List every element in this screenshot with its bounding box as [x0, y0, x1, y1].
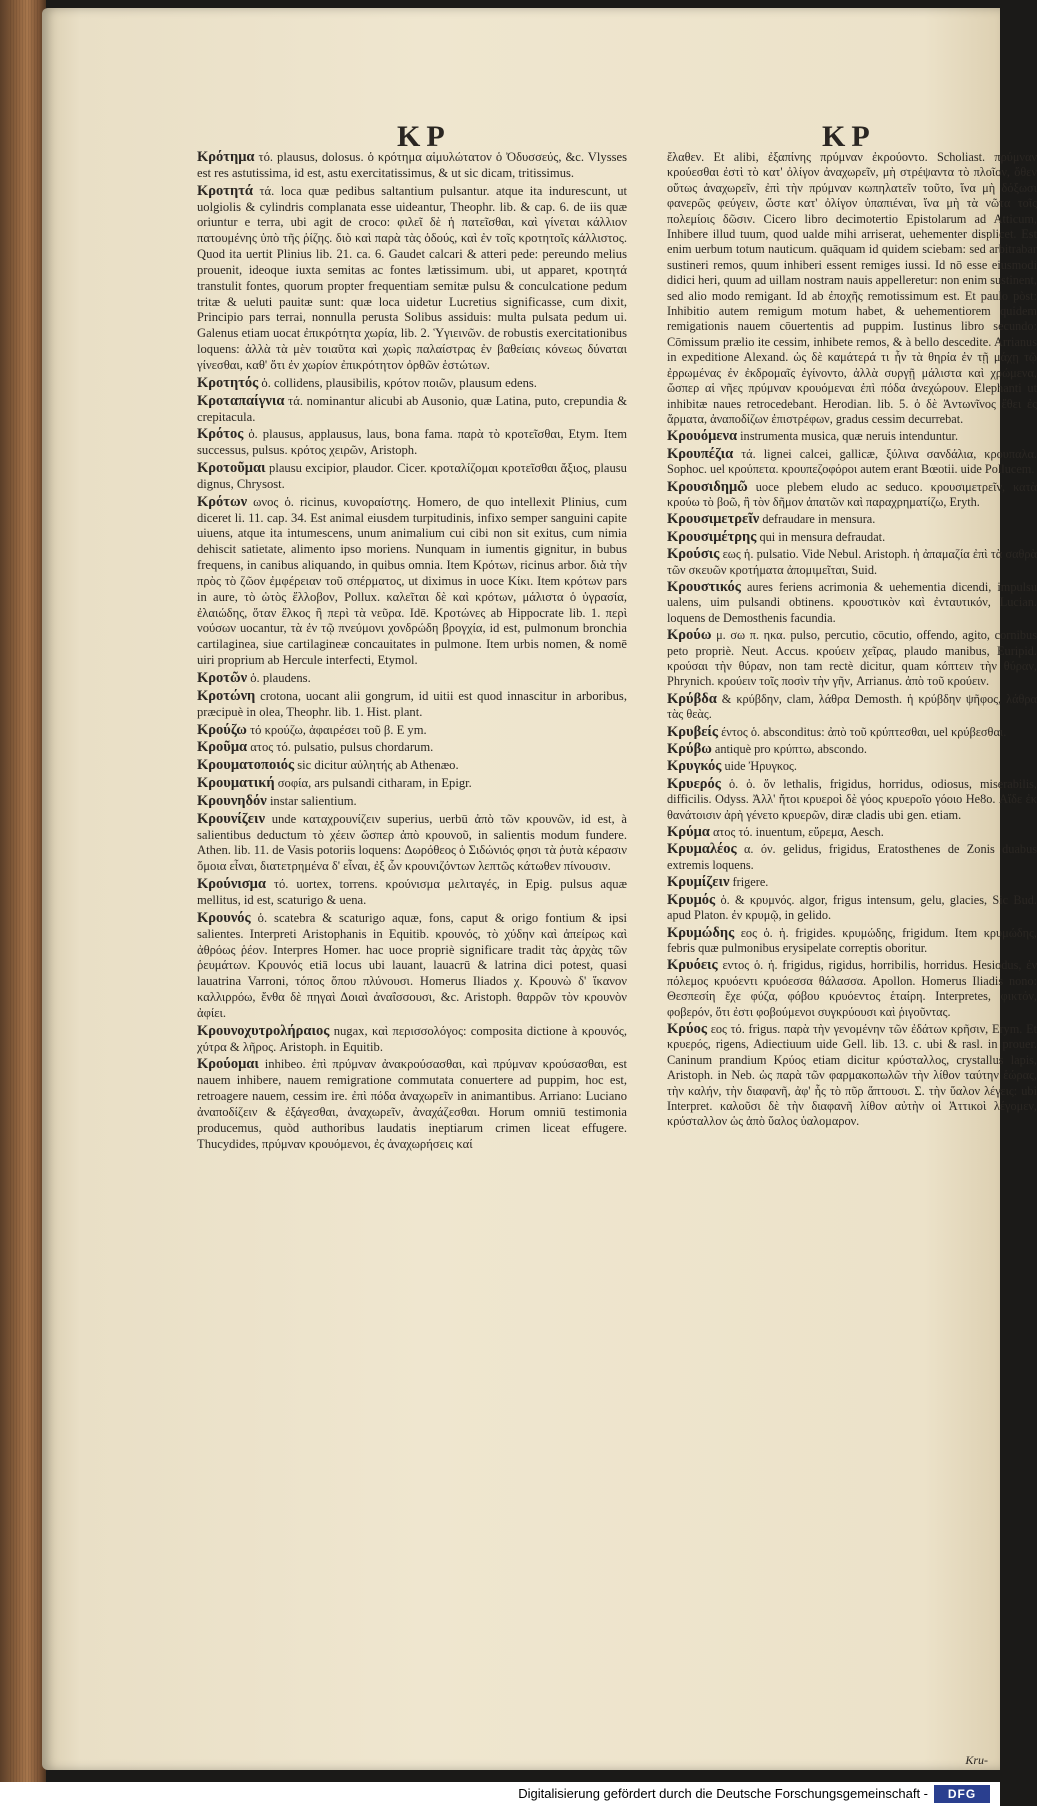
- dictionary-entry: [197, 184, 627, 374]
- dictionary-entry: [667, 875, 1037, 890]
- running-head-right: ΚΡ: [822, 120, 876, 153]
- dictionary-entry: [197, 394, 627, 426]
- dictionary-entry: [667, 742, 1037, 757]
- entry-lemma: Κρούομαι: [197, 1056, 259, 1073]
- dictionary-entry: [197, 723, 627, 739]
- entry-lemma: Κρότος: [197, 426, 244, 443]
- entry-lemma: Κρυβείς: [667, 723, 719, 740]
- dictionary-entry: [667, 958, 1037, 1020]
- entry-text: τά. nominantur alicubi ab Ausonio, quæ Latina, puto, crepundia & crepitacula.: [197, 393, 627, 424]
- dictionary-entry: [667, 530, 1037, 545]
- entry-text: sic dicitur αὐλητής ab Athenæo.: [297, 758, 459, 773]
- entry-lemma: Κροτητά: [197, 182, 253, 199]
- entry-lemma: Κρυερός: [667, 775, 721, 792]
- dictionary-entry: [667, 777, 1037, 823]
- entry-text: instar salientium.: [269, 793, 357, 808]
- entry-lemma: Κρυμαλέος: [667, 841, 737, 858]
- dictionary-entry: [667, 926, 1037, 957]
- entry-lemma: Κρυμός: [667, 891, 716, 908]
- entry-text: crotona, uocant alii gongrum, id uitii est quod innascitur in arboribus, præcipuè in olea, Theophr. lib. 1. Hist. plant.: [197, 688, 627, 719]
- funding-credit: Digitalisierung gefördert durch die Deutsche Forschungsgemeinschaft -: [518, 1786, 928, 1801]
- dictionary-entry: [667, 447, 1037, 478]
- dictionary-entry-continued: [667, 150, 1037, 427]
- entry-lemma: Κρούσις: [667, 546, 720, 563]
- dictionary-entry: [197, 877, 627, 909]
- entry-lemma: Κρουπέζια: [667, 445, 734, 462]
- entry-lemma: Κρουνηδόν: [197, 792, 267, 809]
- entry-text: ὁ. & κρυμνός. algor, frigus intensum, gelu, glacies, Sic Bud. apud Platon. ἐν κρυμῷ, in gelido.: [667, 892, 1037, 923]
- entry-text: inhibeo. ἐπὶ πρύμναν ἀνακρούσασθαι, καὶ πρύμναν κρούσασθαι, est nauem inhibere, nauem remigratione commutata conuertere ad puppim, hoc est, retroagere nauem, cessim ire. ἐπὶ πόδα ἀναχωρεῖν in animantibus. Arriano: Luciano ἀναποδίζειν & ἐξάγεσθαι, ἀναχωρεῖν, ἀναχάζεσθαι. Horum omniū testimonia producemus, quòd authoribus laudatis ineptiarum crimen liceat effugere. Thucydides, πρύμναν κρουόμενοι, ἐς ἀναχωρήσεις καί: [197, 1057, 627, 1151]
- entry-lemma: Κρύβω: [667, 741, 712, 758]
- entry-lemma: Κρότημα: [197, 149, 255, 165]
- dictionary-entry: [197, 689, 627, 721]
- running-head-left: ΚΡ: [397, 120, 451, 153]
- entry-lemma: Κρουνίζειν: [197, 810, 265, 827]
- dictionary-entry: [197, 671, 627, 687]
- dictionary-entry: [667, 893, 1037, 924]
- book-page: [42, 8, 1037, 1770]
- entry-lemma: Κρούνισμα: [197, 876, 266, 893]
- entry-text: unde καταχρουνίζειν superius, uerbū ἀπὸ τῶν κρουνῶν, id est, à salientibus deductum τὸ χέειν ὥσπερ ἀπὸ κρουνοῦ, in salientis modum fundere. Athen. lib. 11. de Vasis potoriis loquens: Δωρόθεος ὁ Σιδώνιός φησι τὰ ῥυτὰ κέρασιν ὅμοια εἶναι, διατετρημένα δ' εἶναι, ἐξ ὧν κρουνιζόντων λεπτῶς κάτωθεν πίνουσιν.: [197, 811, 627, 874]
- entry-text: antiquè pro κρύπτω, abscondo.: [714, 742, 867, 757]
- entry-text: defraudare in mensura.: [762, 512, 876, 527]
- dictionary-entry: [197, 758, 627, 774]
- entry-lemma: Κροτητός: [197, 374, 259, 391]
- dictionary-entry: [667, 480, 1037, 511]
- entry-lemma: Κρότων: [197, 493, 248, 510]
- dictionary-entry: [667, 825, 1037, 840]
- dictionary-entry: [667, 842, 1037, 873]
- entry-lemma: Κρυόεις: [667, 957, 718, 974]
- dictionary-entry: [197, 427, 627, 459]
- entry-lemma: Κρουσιμέτρης: [667, 528, 757, 545]
- dictionary-entry: [197, 1024, 627, 1056]
- entry-text: εως ἡ. pulsatio. Vide Nebul. Aristoph. ἡ ἀπαμαζία ἐπὶ τὰ σαθρὰ τῶν σκευῶν κροτήματα ἀπομιμεῖται, Suid.: [667, 547, 1037, 577]
- dictionary-entry: [197, 150, 627, 182]
- entry-text: plausu excipior, plaudor. Cicer. κροταλίζομαι κροτεῖσθαι ἄξιος, plausu dignus, Chrysost.: [197, 461, 627, 491]
- left-column: [197, 150, 627, 1154]
- entry-text: α. όν. gelidus, frigidus, Eratosthenes de Zonis duabus extremis loquens.: [667, 842, 1037, 872]
- dictionary-entry: [197, 776, 627, 792]
- entry-text: ὁ. plaudens.: [250, 671, 311, 685]
- entry-lemma: Κρύμα: [667, 824, 710, 841]
- dictionary-entry: [667, 580, 1037, 626]
- entry-text: uoce plebem eludo ac seduco. κρουσιμετρεῖν, κατὰ κρούω τὸ βοῶ, ἢ τὸν δῆμον ἀπατῶν καὶ παραχρηματίζω, Eryth.: [667, 479, 1037, 509]
- entry-lemma: Κρουόμενα: [667, 428, 738, 445]
- entry-lemma: Κρουνός: [197, 909, 251, 926]
- entry-lemma: Κρουνοχυτρολήραιος: [197, 1022, 330, 1039]
- entry-lemma: Κρούζω: [197, 721, 247, 738]
- entry-text: aures feriens acrimonia & uehementia dicendi, impulsu ualens, uim pulsandi obtinens. κρουστικὸν καὶ ἐνταυτικόν, Lucian. loquens de Demosthenis facundia.: [667, 579, 1037, 625]
- entry-text: frigere.: [732, 875, 769, 890]
- entry-text: έντος ὁ. absconditus: ἀπὸ τοῦ κρύπτεσθαι, uel κρύβεσθαι.: [721, 724, 1007, 739]
- entry-text: τό κρούζω, ἀφαιρέσει τοῦ β. E ym.: [250, 722, 427, 737]
- dictionary-entry: [197, 740, 627, 756]
- entry-lemma: Κρυγκός: [667, 758, 722, 775]
- entry-text: ὁ. plausus, applausus, laus, bona fama. παρὰ τὸ κροτεῖσθαι, Etym. Item successus, pulsus. κρότος χειρῶν, Aristoph.: [197, 427, 627, 458]
- dictionary-entry: [667, 628, 1037, 690]
- entry-text: τά. loca quæ pedibus saltantium pulsantur. atque ita indurescunt, ut uolgiolis & cylindris complanata esse uideantur, Theophr. lib. & cap. 6. de iis quæ oriuntur e terra, ubi agit de croco: φιλεῖ δὲ ἡ πατεῖσθαι, καὶ γίνεται κάλλιον πατουμένης ὑπὸ τῆς ῥίζης. διὸ καὶ παρὰ τὰς ὁδούς, καὶ ἐν τοῖς κροτητοῖς κάλλιστος. Quod ita uertit Plinius lib. 21. ca. 6. Gaudet calcari & atteri pede: pereundo melius prouenit, ideoque iuxta semitas ac fontes lætissimum. ubi, ut apparet, κροτητά transtulit fontes, quorum propter frequentiam semitæ pulsu & conculcatione pedum tritæ & ueluti pauitæ sunt: quæ loca uidetur Lucretius significasse, cum dixit, Principio pars terrai, nonnulla perusta Solibus assiduis: multa pulsata pedum ui. Galenus etiam uocat ἐπικρότητα χωρία, lib. 2. Ὑγιεινῶν. de robustis exercitationibus loquens: ἀλλὰ τὰ μὲν τοιαῦτα καὶ χωρὶς παλαίστρας ἐν βαθείαις κόνεως δύναται γίνεσθαι, καθ' ὅτι ἐν χωρίον ἐπικρότητον ὀρθῶν ἑστώτων.: [197, 183, 628, 372]
- entry-text: σοφία, ars pulsandi citharam, in Epigr.: [277, 776, 472, 791]
- digitization-footer: [0, 1782, 1000, 1806]
- dictionary-entry: [667, 429, 1037, 444]
- dictionary-entry: [197, 911, 627, 1022]
- dictionary-entry: [197, 1057, 627, 1152]
- entry-lemma: Κρυμίζειν: [667, 874, 730, 891]
- entry-lemma: Κρουματοποιός: [197, 757, 295, 774]
- dfg-logo-icon: DFG: [934, 1785, 990, 1803]
- entry-lemma: Κροτῶν: [197, 670, 248, 686]
- entry-text: instrumenta musica, quæ neruis intenduntur.: [740, 429, 959, 444]
- entry-text: ὁ. scatebra & scaturigo aquæ, fons, caput & origo fontium & ipsi salientes. Interpreti Aristophanis in Equitib. κρουνός, τὸ χύδην καὶ ἀπείρως καὶ ἀθρόως ῥέον. Interpres Homer. hac uoce propriè significare tradit τὰς ἀρχὰς τῶν ῥευμάτων. Κρουνός etiā locus ubi lauant, lauacrū & latrina dici potest, quasi lauatrina Varroni, τόπος ὅπου πλύνουσι. Homerus Iliados χ. Κρουνὼ δ' ἵκανον καλλιρρόω, ἔνθα δὲ πηγαὶ Δοιαὶ ἀναΐσσουσι, &c. Aristoph. θαρρῶν τὸν κρουνὸν ἀφίει.: [197, 910, 627, 1020]
- dictionary-entry: [197, 495, 627, 669]
- dictionary-entry: [667, 547, 1037, 578]
- entry-text: ἔλαθεν. Et alibi, ἐξαπίνης πρύμναν ἐκρούοντο. Scholiast. πρύμναν κρούεσθαι ἐστὶ τὸ κατ' ὀλίγον ἀναχωρεῖν, μὴ στρέψαντα τὸ πλοῖον, ὅθεν οὕτως ἀναχωρεῖν, ἐπὶ τὴν πρύμναν κωπηλατεῖν τοῦτο, ἵνα μὴ δόξωσι φανερῶς φεύγειν, ὥστε κατ' ὀλίγον ὑπαπιέναι, ἵνα μὴ τὰ νῶτα τοῖς πολεμίοις δῶσιν. Cicero libro decimotertio Epistolarum ad Atticum, Inhibere illud tuum, quod ualde mihi arriserat, uehementer displicet. Est enim uerbum totum nauticum. quāquam id quidem sciebam: sed arbitrabar sustineri remos, quum inhiberi essent remiges iussi. Id nō esse eiusmodi didici heri, quum ad uillam nostram nauis appelleretur: non enim sustinent, sed alio modo remigant. Id ab ἐποχῆς remotissimum est. Et paulo pòst: Inhibitio autem remigum motum habet, & uehementiorem quidem remigationis nauem cōuertentis ad puppim. Iustinus libro secundo: Cōmissum prælio ite cessim, inhibete remos, & à bello descedite. Arrianus in expeditione Alexand. ὡς δὲ καμάτερά τι ἦν τὰ θηρία ἐν τῇ μάχῃ τῷ ἐρρωμένας ἐν ἐκδρομαῖς ἐγίνοντο, ἀλλὰ συργῇ μάλιστα καὶ χρώμενα, ὥσπερ αἱ νῆες πρύμναν κρουόμεναι ἐπὶ πόδα ἀνεχώρουν. Elephanti ut inhibitæ naues retrocedebant. Herodian. lib. 5. ὁ δὲ Ἀντωνῖνος ἔθει ἐς ἅρματα, ἀναποδίζων ἐπιστρέφων, gradus cessim decurrebat.: [667, 150, 1037, 426]
- entry-lemma: Κρουστικός: [667, 578, 741, 595]
- entry-text: ὁ. ὁ. ὅν lethalis, frigidus, horridus, odiosus, miserabilis, difficilis. Odyss. Ἀλλ' ἤτοι κρυεροὶ δὲ γόος κρυεροῖο γόοιο He8o. Αἵδε ἐκ θανάτοισιν ἀρὴ γένετο κρυερῶν, diræ cladis ubi gen. etiam.: [667, 776, 1037, 822]
- entry-text: τά. lignei calcei, gallicæ, ξύλινα σανδάλια, κρουπαλα. Sophoc. uel κρούπετα. κρουπεζοφόροι autem erant Bœotii. uide Pollucem.: [667, 446, 1037, 477]
- dictionary-entry: [667, 1022, 1037, 1130]
- dictionary-entry: [197, 794, 627, 810]
- entry-lemma: Κροτώνη: [197, 687, 256, 704]
- entry-lemma: Κροταπαίγνια: [197, 392, 285, 409]
- entry-text: ατος τό. pulsatio, pulsus chordarum.: [250, 740, 434, 755]
- entry-text: ατος τό. inuentum, εὕρεμα, Aesch.: [712, 825, 884, 840]
- dictionary-entry: [667, 692, 1037, 723]
- entry-lemma: Κρούω: [667, 627, 712, 644]
- entry-lemma: Κρύβδα: [667, 690, 717, 707]
- dictionary-entry: [197, 812, 627, 875]
- entry-text: μ. σω π. ηκα. pulso, percutio, cōcutio, offendo, agito, cornibus peto propriè. Neut. Accus. κρούειν χεῖρας, plaudo manibus, Euripid. κρούσαι τὴν θύραν, non tam rectè dicitur, quam κόπτειν τὴν θύραν, Phrynich. κρούειν τοῖς ποσὶν τὴν γῆν, Arrianus. ἀπὸ τοῦ κρούειν.: [667, 628, 1037, 689]
- entry-text: ὁ. collidens, plausibilis, κρότον ποιῶν, plausum edens.: [261, 375, 537, 390]
- entry-lemma: Κρυμώδης: [667, 924, 735, 941]
- entry-lemma: Κρουσιδημῶ: [667, 478, 748, 495]
- dictionary-entry: [197, 376, 627, 392]
- book-edge: [0, 0, 46, 1806]
- entry-text: qui in mensura defraudat.: [759, 529, 886, 544]
- entry-text: εντος ὁ. ἡ. frigidus, rigidus, horribilis, horridus. Hesiodus, ἐν πόλεμος κρυόεντι κρυόεσσα θάλασσα. Apollon. Homerus Iliadis nono: Θεσπεσίη ἔχε φύζα, φόβου κρυόεντος ἑταίρη. Interpretes, φικτόν, φοβερόν, ὅτι ἐστι φοβούμενοι συγκρύουσι καὶ ῥιγοῦντας.: [667, 958, 1037, 1019]
- dictionary-entry: [667, 725, 1037, 740]
- entry-text: nugax, καὶ περισσολόγος: composita dictione à κρουνός, χύτρα & λῆρος. Aristoph. in Equitib.: [197, 1023, 627, 1054]
- entry-text: ωνος ὁ. ricinus, κυνοραίστης. Homero, de quo intellexit Plinius, cum diceret li. 11. cap. 34. Est animal eiusdem turpitudinis, infixo semper sanguini capite uiuens, atque ita intumescens, unum animalium cui cibi non sit exitus, cum nimia dehiscit satietate, alimento ipso moriens. Nunquam in iumentis gignitur, in bubus frequens, in canibus aliquando, in quibus omnia. Item Κρότων, ricinus arbor. διὰ τὴν πρὸς τὸ ζῶον ἐμφέρειαν τοῦ σπέρματος, ut diximus in uoce Κίκι. Item κρότων pars in aure, τὸ ὠτὸς ἔλλοβον, Pollux. καλεῖται δὲ καὶ κρότων, μάλιστα ὁ ὑγρασία, ἐλαιώδης, ὅταν ἕλκος ἢ περὶ τὰ νεῦρα. Idē. Κροτώνες ab Hippocrate lib. 1. περὶ νούσων uocantur, τὰ ἐν τῷ πνεύμονι χονδρώδη βρογχία, id est, pulmonum bronchia cartilaginea, siue cartilagineæ concauitates in pulmone. Item urbis nomen, & nomē uiri proprium ab Hercule interfecti, Etymol.: [197, 494, 627, 668]
- entry-lemma: Κροτοῦμαι: [197, 460, 266, 477]
- entry-lemma: Κρουματική: [197, 775, 275, 792]
- entry-text: εος ὁ. ἡ. frigides. κρυμώδης, frigidum. Item κρυμώδης, febris quæ pulmonibus erysipelate correptis oboritur.: [667, 925, 1037, 955]
- dictionary-entry: [197, 461, 627, 493]
- right-column: [667, 150, 1037, 1132]
- entry-lemma: Κρουσιμετρεῖν: [667, 511, 760, 528]
- entry-text: & κρύβδην, clam, λάθρα Demosth. ἡ κρύβδην ψῆφος, λάθρα τὰς θεὰς.: [667, 691, 1037, 722]
- entry-text: τό. plausus, dolosus. ὁ κρότημα αἱμυλώτατον ὁ Ὀδυσσεύς, &c. Vlysses est res astutissima, id est, astu exercitatissimus, & ut sic dicam, tritissimus.: [197, 150, 627, 180]
- entry-lemma: Κρύος: [667, 1020, 707, 1037]
- dictionary-entry: [667, 759, 1037, 774]
- dictionary-entry: [667, 512, 1037, 527]
- entry-text: εος τό. frigus. παρὰ τὴν γενομένην τῶν ἐδάτων κρῆσιν, Erym. Et κρυερός, rigens, Adiectiuum uide Gell. lib. 13. c. ubi & rasl. in prouer. Caninum prandium Κρύος etiam dicitur κρύσταλλος, crystallus lapis, Aristoph. in Neb. ὡς παρὰ τῶν φαρμακοπωλῶν τὴν λίθον ταύτην ἑώρας, τὴν καλήν, τὴν διαφανῆ, ἀφ' ἧς τὸ πῦρ ἅπτουσι. Σ. τὴν ὕαλον λέγεις: ubi Interpret. καλοῦσι δὲ τὴν διαφανῆ λίθον αὐτὴν οἱ Ἀττικοὶ λέγομεν, κρύσταλλον ὡς ἀπὸ ὕαλος ὑαλομαρον.: [667, 1021, 1037, 1129]
- entry-text: τό. uortex, torrens. κρούνισμα μελιταγές, in Epig. pulsus aquæ mellitus, id est, scaturigo & uena.: [197, 877, 627, 907]
- catchword: Kru-: [965, 1753, 988, 1767]
- entry-lemma: Κροῦμα: [197, 739, 248, 756]
- entry-text: uide Ἠρυγκος.: [724, 759, 797, 774]
